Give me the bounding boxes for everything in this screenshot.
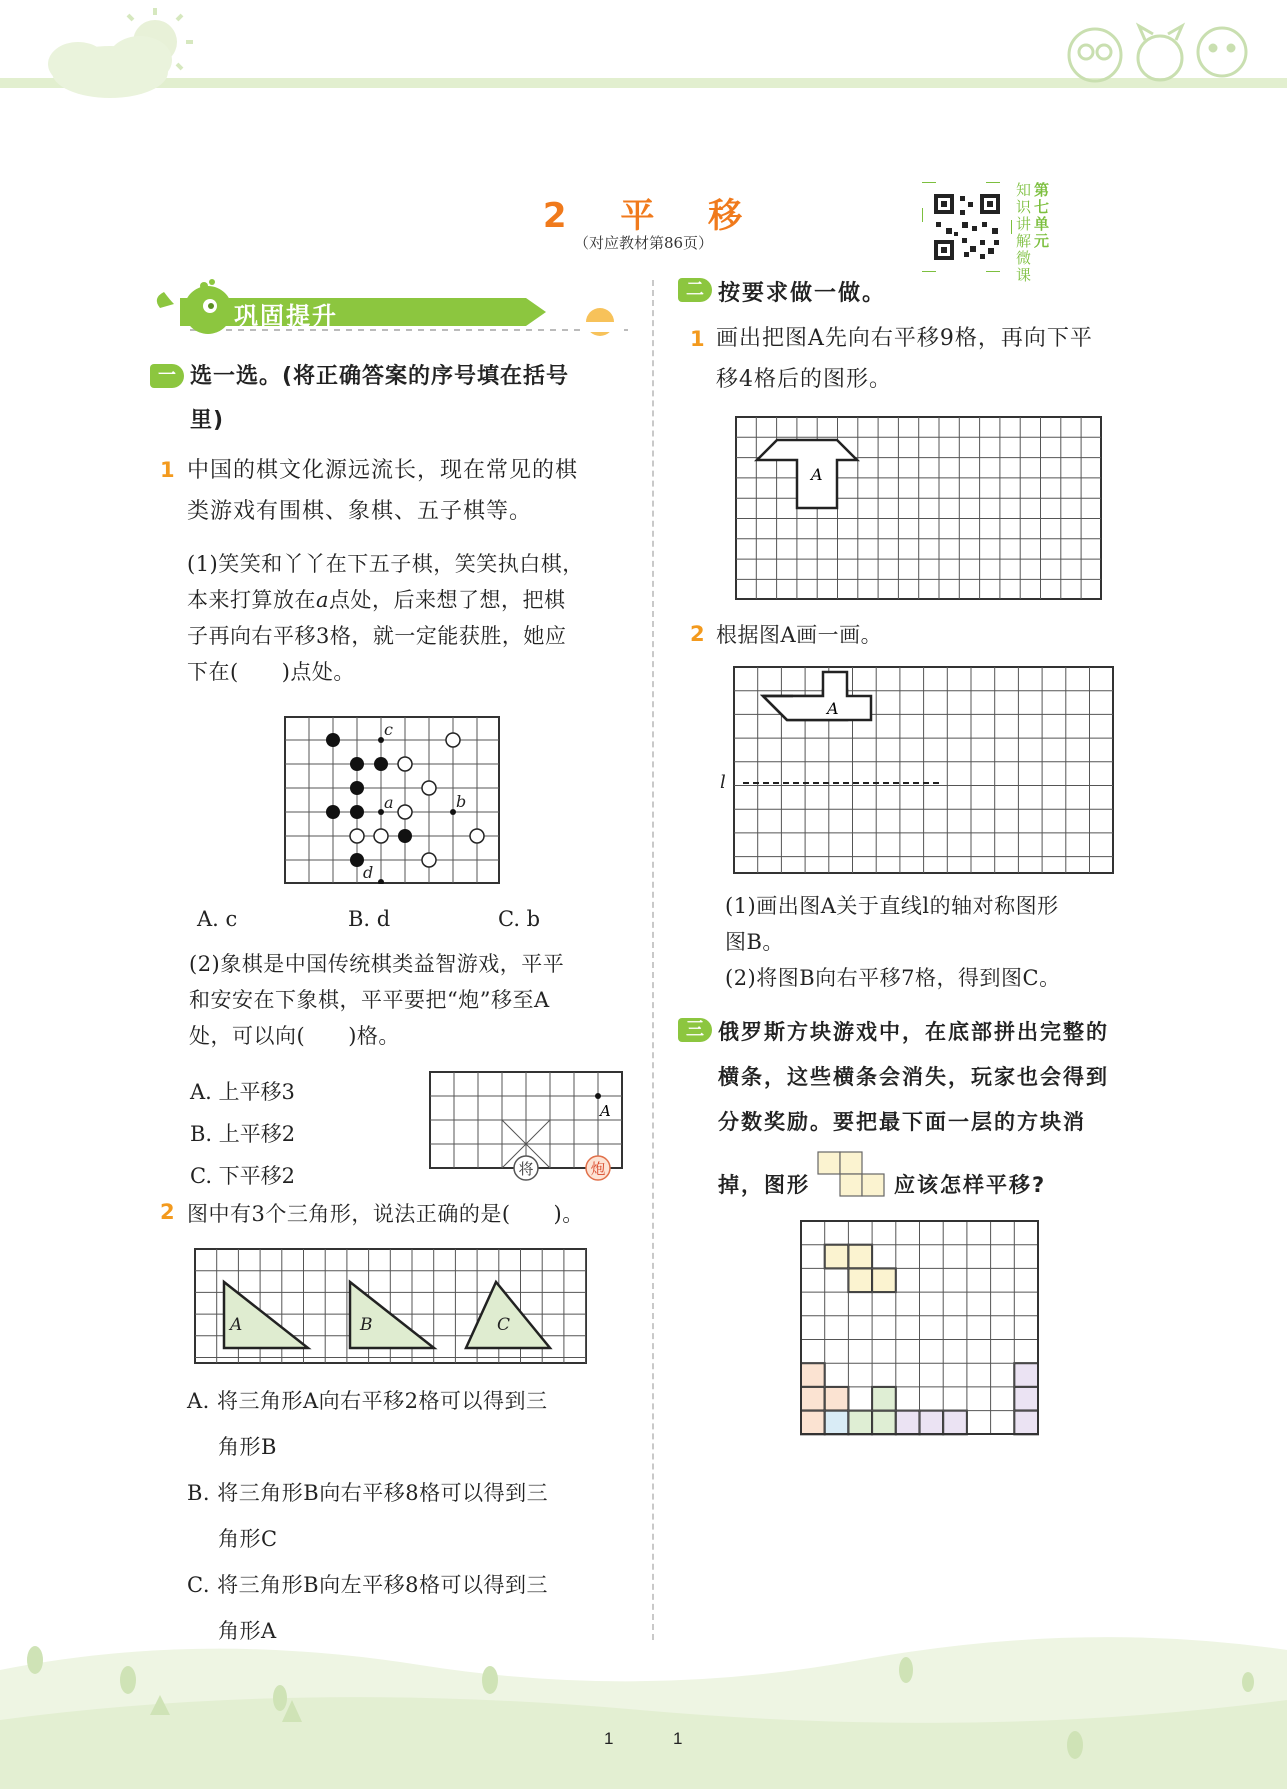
black-stone — [350, 805, 364, 819]
page-number-left: 1 — [604, 1729, 614, 1748]
footer-landscape — [0, 1610, 1287, 1789]
section-1-instruction — [190, 356, 645, 441]
animal-icons — [1069, 26, 1246, 81]
q2-option-b-line-2: 角形C — [218, 1527, 278, 1551]
r2-part1-line-1: (1)画出图A关于直线l的轴对称图形 — [725, 894, 1059, 918]
tetris-block — [1014, 1363, 1038, 1387]
q1a-line-4: 下在( )点处。 — [187, 660, 355, 684]
tetris-block — [801, 1363, 825, 1387]
tetris-block — [825, 1387, 849, 1411]
tetris-block — [1014, 1387, 1038, 1411]
q1b-line-3: 处，可以向( )格。 — [189, 1024, 400, 1048]
r1-number: 1 — [690, 327, 705, 351]
q2-option-a-line-1: A. 将三角形A向右平移2格可以得到三 — [187, 1389, 548, 1413]
chess-board — [428, 1070, 628, 1182]
q1-line-1: 中国的棋文化源远流长，现在常见的棋 — [187, 458, 579, 483]
q1a-line-2 — [187, 582, 647, 618]
cannon-piece-label: 炮 — [590, 1160, 606, 1178]
triangle-a-label: A — [230, 1315, 243, 1335]
white-stone — [422, 853, 436, 867]
white-stone — [422, 781, 436, 795]
chess-point-a-dot — [595, 1093, 601, 1099]
q1b-option-a[interactable]: A. 上平移3 — [190, 1080, 295, 1104]
q1a-option-b[interactable]: B. d — [348, 907, 391, 931]
banner-title: 巩固提升 — [234, 302, 338, 330]
section-3-line-1: 俄罗斯方块游戏中，在底部拼出完整的 — [718, 1020, 1109, 1044]
triangle-grid — [194, 1248, 590, 1366]
qr-code-icon — [922, 182, 1012, 272]
section-3-line-4-end: 应该怎样平移? — [894, 1173, 1047, 1197]
label-c: c — [384, 720, 393, 739]
q1b-option-c[interactable]: C. 下平移2 — [190, 1164, 296, 1188]
q1a-point-a: a — [316, 588, 330, 612]
section-2-title: 按要求做一做。 — [718, 281, 887, 306]
tetris-block — [896, 1411, 920, 1435]
q1-text — [187, 450, 647, 532]
q1-line-2: 类游戏有围棋、象棋、五子棋等。 — [187, 499, 533, 524]
q1a-line-3: 子再向右平移3格，就一定能获胜，她应 — [187, 624, 567, 648]
r2-part1-line-2: 图B。 — [725, 930, 784, 954]
r2-parts — [725, 888, 1175, 996]
q1-part2-text — [189, 946, 649, 1054]
tetris-block — [825, 1411, 849, 1435]
translation-grid — [735, 416, 1103, 600]
cloud-icon — [48, 36, 172, 98]
label-d: d — [363, 863, 374, 882]
general-piece-label: 将 — [518, 1160, 534, 1178]
lesson-title-char-1: 平 — [620, 196, 657, 236]
r2-text: 根据图A画一画。 — [716, 623, 883, 647]
column-divider — [652, 280, 654, 1640]
tetris-block — [1014, 1411, 1038, 1435]
lesson-title-char-2: 移 — [708, 196, 745, 236]
section-3-line-2: 横条，这些横条会消失，玩家也会得到 — [718, 1065, 1109, 1089]
white-stone — [398, 805, 412, 819]
symmetry-grid — [733, 666, 1115, 876]
q1b-line-2: 和安安在下象棋，平平要把“炮”移至A — [189, 988, 550, 1012]
section-3-badge — [678, 1018, 712, 1042]
black-stone — [326, 805, 340, 819]
section-1-line-1: 选一选。(将正确答案的序号填在括号 — [190, 364, 570, 389]
header-decoration — [0, 0, 1287, 110]
tetris-block — [848, 1245, 872, 1269]
black-stone — [350, 757, 364, 771]
tetris-block — [825, 1245, 849, 1269]
r2-number: 2 — [690, 622, 705, 646]
q1-part1-text — [187, 546, 647, 690]
q1a-option-a[interactable]: A. c — [197, 907, 238, 931]
lesson-title — [0, 188, 1287, 237]
section-1-number: 一 — [150, 364, 184, 388]
section-2-number: 二 — [678, 278, 712, 302]
section-1-line-2: 里) — [190, 408, 225, 433]
tetris-block — [872, 1268, 896, 1292]
page-number-right: 1 — [673, 1729, 683, 1748]
tetris-block — [872, 1387, 896, 1411]
qr-label-micro-lesson: 知识讲解微课 — [1016, 181, 1032, 284]
black-stone — [374, 757, 388, 771]
gobang-board — [284, 716, 500, 884]
tetris-grid — [800, 1220, 1040, 1436]
white-stone — [398, 757, 412, 771]
section-3-text — [718, 1010, 1178, 1208]
q2-number: 2 — [160, 1200, 175, 1224]
q1b-option-b[interactable]: B. 上平移2 — [190, 1122, 296, 1146]
r2-part2: (2)将图B向右平移7格，得到图C。 — [725, 966, 1061, 990]
q2-option-b-line-1: B. 将三角形B向右平移8格可以得到三 — [187, 1481, 549, 1505]
q1a-line-1: (1)笑笑和丫丫在下五子棋，笑笑执白棋， — [187, 552, 584, 576]
q1-number: 1 — [160, 458, 175, 482]
q2-option-b[interactable] — [187, 1470, 647, 1562]
tetromino-icon — [816, 1150, 888, 1200]
line-l-label: l — [720, 772, 726, 793]
qr-code[interactable] — [922, 182, 1012, 272]
tetris-block — [920, 1411, 944, 1435]
q2-option-c-line-1: C. 将三角形B向左平移8格可以得到三 — [187, 1573, 548, 1597]
q2-option-a[interactable] — [187, 1378, 647, 1470]
textbook-reference: （对应教材第86页） — [573, 234, 714, 252]
label-b: b — [456, 792, 467, 811]
tetris-block — [848, 1268, 872, 1292]
tetris-block — [848, 1411, 872, 1435]
chess-label-a: A — [600, 1102, 611, 1120]
section-3-line-3: 分数奖励。要把最下面一层的方块消 — [718, 1110, 1086, 1134]
white-stone — [350, 829, 364, 843]
q2-text: 图中有3个三角形，说法正确的是( )。 — [187, 1202, 584, 1226]
black-stone — [326, 733, 340, 747]
black-stone — [350, 853, 364, 867]
lesson-number: 2 — [542, 196, 569, 236]
figure-a-label: A — [811, 465, 823, 484]
white-stone — [446, 733, 460, 747]
white-stone — [470, 829, 484, 843]
q1b-line-1: (2)象棋是中国传统棋类益智游戏，平平 — [189, 952, 565, 976]
black-stone — [398, 829, 412, 843]
q2-option-c-line-2: 角形A — [218, 1619, 277, 1643]
tetris-block — [801, 1411, 825, 1435]
whale-banner-icon — [150, 278, 630, 336]
section-3-number: 三 — [678, 1018, 712, 1042]
r1-text — [716, 318, 1166, 400]
triangle-c-label: C — [497, 1315, 511, 1335]
section-2-badge — [678, 278, 712, 302]
r1-line-2: 移4格后的图形。 — [716, 367, 892, 392]
tetris-block — [943, 1411, 967, 1435]
q1a-line-2-part-1: 本来打算放在 — [187, 588, 316, 612]
q2-option-a-line-2: 角形B — [218, 1435, 277, 1459]
r1-line-1: 画出把图A先向右平移9格，再向下平 — [716, 326, 1093, 351]
triangle-b-label: B — [360, 1315, 373, 1335]
tetris-block — [801, 1387, 825, 1411]
section-1-badge — [150, 364, 184, 388]
label-a: a — [384, 793, 394, 812]
figure-a-label-2: A — [827, 699, 839, 718]
section-3-line-4 — [718, 1163, 1178, 1208]
section-3-line-4-start: 掉，图形 — [718, 1173, 810, 1197]
tetris-block — [872, 1411, 896, 1435]
consolidation-banner — [150, 278, 630, 336]
qr-label-unit: 第七单元 — [1034, 181, 1050, 250]
white-stone — [374, 829, 388, 843]
q1a-line-2-part-3: 点处，后来想了想，把棋 — [329, 588, 566, 612]
q1a-option-c[interactable]: C. b — [498, 907, 541, 931]
black-stone — [350, 781, 364, 795]
